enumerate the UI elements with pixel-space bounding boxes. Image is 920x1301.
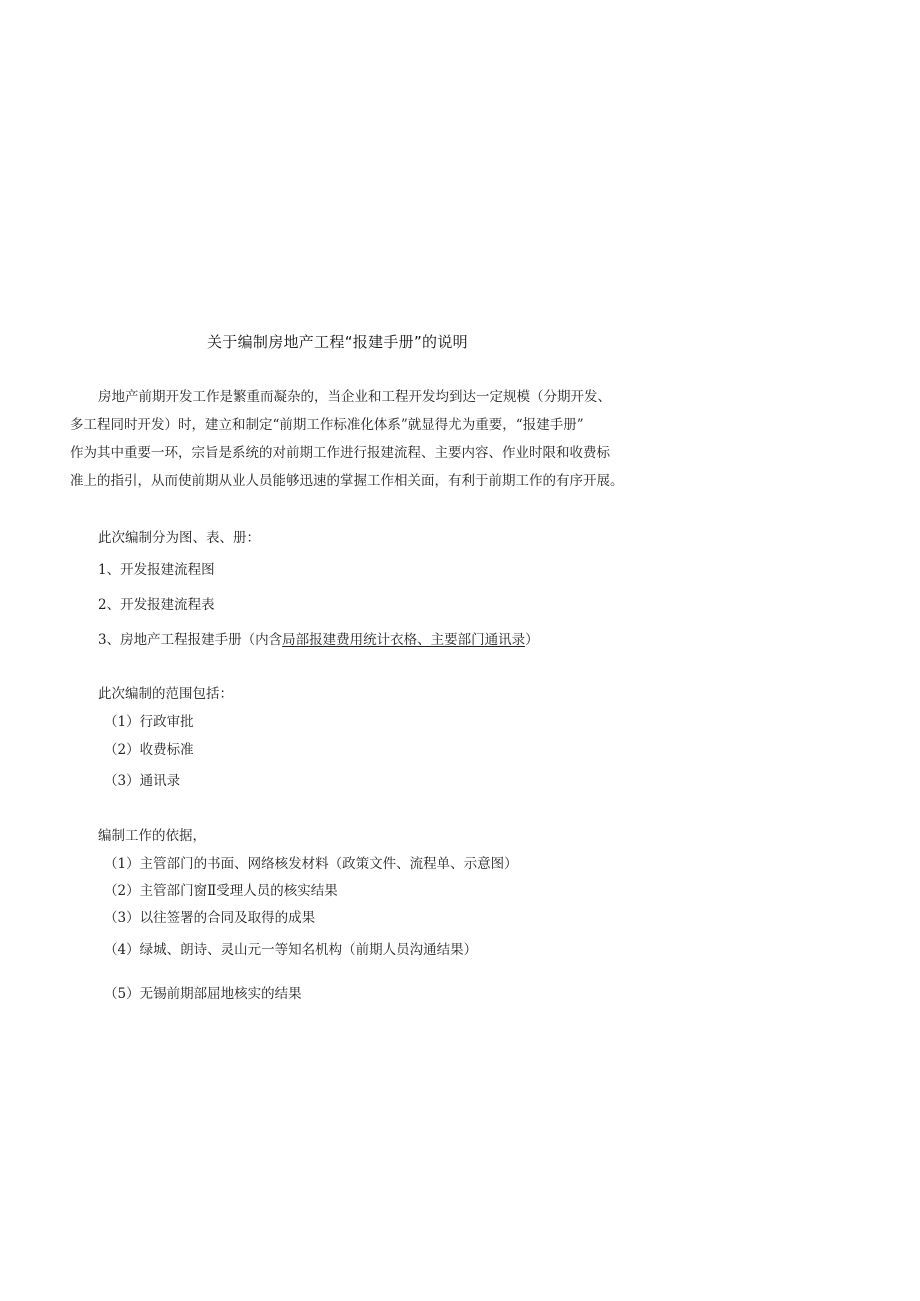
composition-item: 2、开发报建流程表	[98, 597, 215, 613]
basis-item: （1）主管部门的书面、网络核发材料（政策文件、流程单、示意图）	[104, 856, 518, 872]
intro-line: 作为其中重要一环，宗旨是系统的对前期工作进行报建流程、主要内容、作业时限和收费标	[70, 445, 610, 461]
intro-line: 多工程同时开发）时，建立和制定“前期工作标准化体系”就显得尤为重要，“报建手册”	[70, 417, 584, 433]
composition-item-underlined: 局部报建费用统计衣格、主要部门通讯录	[282, 632, 526, 648]
scope-item: （2）收费标准	[104, 742, 194, 758]
document-title: 关于编制房地产工程“报建手册”的说明	[207, 333, 468, 351]
composition-item-suffix: ）	[525, 632, 539, 648]
basis-item: （3）以往签署的合同及取得的成果	[104, 910, 316, 926]
intro-paragraph	[70, 383, 650, 495]
scope-heading: 此次编制的范围包括：	[98, 686, 233, 702]
composition-item: 1、开发报建流程图	[98, 562, 215, 578]
composition-heading: 此次编制分为图、表、册：	[98, 530, 260, 546]
basis-item: （5）无锡前期部屈地核实的结果	[104, 986, 302, 1002]
basis-item: （2）主管部门窗Ⅱ受理人员的核实结果	[104, 883, 338, 899]
intro-line: 准上的指引，从而使前期从业人员能够迅速的掌握工作相关面，有利于前期工作的有序开展。	[70, 473, 624, 489]
scope-item: （3）通讯录	[104, 773, 181, 789]
basis-item: （4）绿城、朗诗、灵山元一等知名机构（前期人员沟通结果）	[104, 942, 478, 958]
composition-item-prefix: 3、房地产工程报建手册（内含	[98, 632, 283, 648]
composition-item	[98, 628, 539, 648]
intro-line: 房地产前期开发工作是繁重而凝杂的，当企业和工程开发均到达一定规模（分期开发、	[98, 389, 611, 405]
scope-item: （1）行政审批	[104, 714, 194, 730]
basis-heading: 编制工作的依据，	[98, 828, 206, 844]
